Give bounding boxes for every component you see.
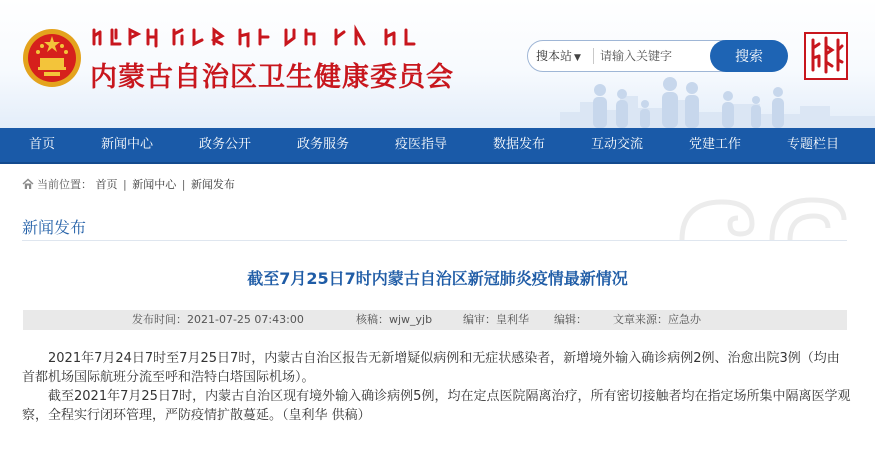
breadcrumb-label: 当前位置： [37,178,92,191]
nav-item-interaction[interactable]: 互动交流 [590,137,644,152]
nav-item-government-affairs[interactable]: 政务公开 [198,137,252,152]
meta-proofread: 核稿：wjw_yjb [356,313,433,326]
national-emblem-icon [22,28,82,88]
article-meta-bar [23,310,847,330]
search-button[interactable]: 搜索 [710,40,788,72]
article-body [22,349,852,425]
nav-item-government-services[interactable]: 政务服务 [296,137,350,152]
search-scope-dropdown[interactable] [536,41,581,71]
section-title: 新闻发布 [22,218,87,237]
caret-down-icon: ▼ [574,53,581,63]
breadcrumb-news-release[interactable]: 新闻发布 [190,178,235,191]
nav-item-medical-guidance[interactable]: 疫医指导 [394,137,448,152]
meta-editor: 编审：皇利华 [463,313,529,326]
nav-item-data-release[interactable]: 数据发布 [492,137,546,152]
breadcrumb-news-center[interactable]: 新闻中心 [132,178,177,191]
main-nav [0,128,875,164]
meta-source: 文章来源：应急办 [613,313,701,326]
search-input[interactable] [600,43,710,69]
breadcrumb-separator: | [181,177,186,191]
nav-item-home[interactable]: 首页 [28,137,56,152]
site-title: 内蒙古自治区卫生健康委员会 [90,62,454,93]
meta-publish-time: 发布时间：2021-07-25 07:43:00 [132,313,304,326]
nav-item-news-center[interactable]: 新闻中心 [100,137,154,152]
section-divider [22,240,847,241]
article-paragraph: 截至2021年7月25日7时，内蒙古自治区现有境外输入确诊病例5例，均在定点医院隔离治疗，所有密切接触者均在指定场所集中隔离医学观察，全程实行闭环管理，严防疫情扩散蔓延。（皇利华 供稿） [22,389,851,423]
nav-item-special-topics[interactable]: 专题栏目 [786,137,840,152]
breadcrumb-home[interactable]: 首页 [95,178,118,191]
article-paragraph: 2021年7月24日7时至7月25日7时，内蒙古自治区报告无新增疑似病例和无症状感染者，新增境外输入确诊病例2例、治愈出院3例（均由首都机场国际航班分流至呼和浩特白塔国际机场）。 [22,351,840,385]
meta-editing: 编辑： [554,313,587,326]
nav-item-party-building[interactable]: 党建工作 [688,137,742,152]
breadcrumb [22,176,235,192]
search-scope-label: 搜本站 [536,49,573,63]
seal-logo-icon[interactable] [804,32,848,80]
scroll-ornament-decoration [672,190,852,242]
mongolian-script-title [90,24,420,50]
site-header [0,0,875,128]
article-title: 截至7月25日7时内蒙古自治区新冠肺炎疫情最新情况 [247,269,628,288]
home-icon [22,178,34,190]
people-silhouette-decoration [560,70,800,128]
breadcrumb-separator: | [123,177,127,191]
search-divider [593,48,594,64]
